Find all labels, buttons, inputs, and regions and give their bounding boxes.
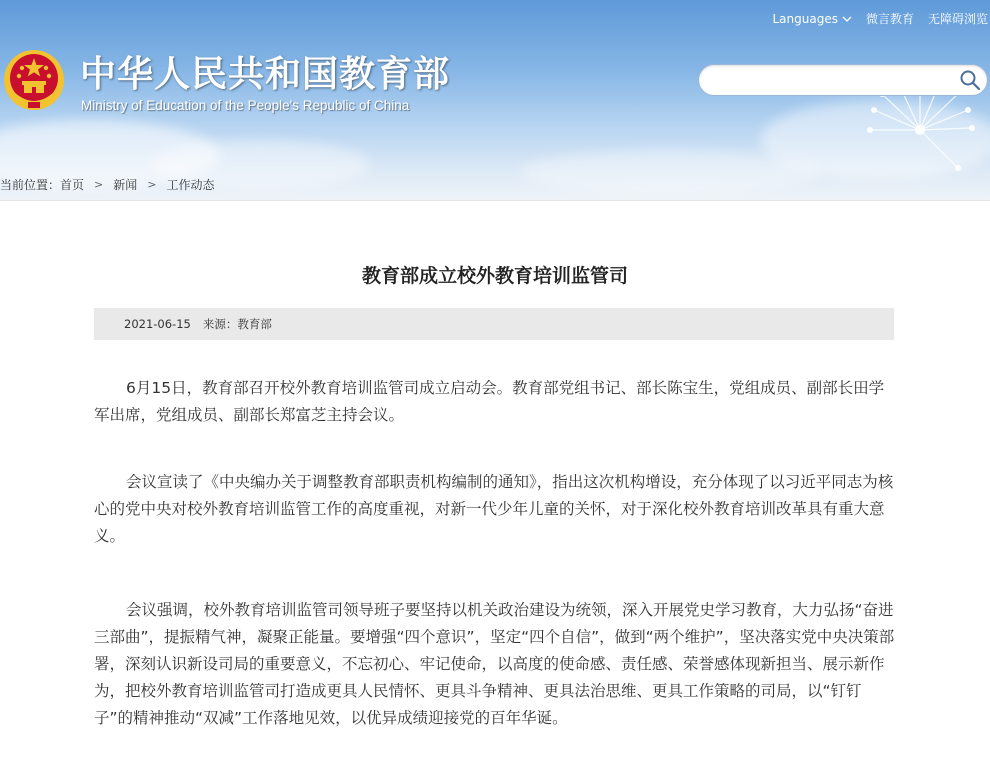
national-emblem-icon xyxy=(2,48,66,112)
languages-label: Languages xyxy=(772,11,838,26)
languages-menu[interactable] xyxy=(772,12,851,26)
breadcrumb-news[interactable]: 新闻 xyxy=(113,178,138,192)
site-subtitle: Ministry of Education of the People's Republic of China xyxy=(81,98,410,113)
article-paragraph: 6月15日，教育部召开校外教育培训监管司成立启动会。教育部党组书记、部长陈宝生，党组成员、副部长田学军出席，党组成员、副部长郑富芝主持会议。 xyxy=(94,379,885,424)
search-icon[interactable] xyxy=(959,69,981,91)
article-meta-bar xyxy=(94,308,894,340)
chevron-right-icon: > xyxy=(94,178,104,191)
breadcrumb-prefix: 当前位置： xyxy=(0,178,61,192)
breadcrumb xyxy=(0,176,215,193)
article-container xyxy=(0,200,990,775)
search-input[interactable] xyxy=(713,65,957,95)
weiyan-link[interactable]: 微言教育 xyxy=(865,12,914,26)
site-title: 中华人民共和国教育部 xyxy=(80,54,451,95)
article-title: 教育部成立校外教育培训监管司 xyxy=(361,265,628,287)
site-header xyxy=(0,0,990,200)
chevron-down-icon xyxy=(842,15,852,23)
article-source: 来源：教育部 xyxy=(202,317,272,331)
chevron-right-icon: > xyxy=(147,178,157,191)
search-box xyxy=(698,64,988,96)
article-date: 2021-06-15 xyxy=(124,317,191,331)
breadcrumb-home[interactable]: 首页 xyxy=(60,178,85,192)
accessibility-link[interactable]: 无障碍浏览 xyxy=(927,12,988,26)
article-paragraph: 会议强调，校外教育培训监管司领导班子要坚持以机关政治建设为统领，深入开展党史学习教育，大力弘扬“奋进三部曲”，提振精气神，凝聚正能量。要增强“四个意识”，坚定“四个自信”，做到“两个维护”，坚决落实党中央决策部署，深刻认识新设司局的重要意义，不忘初心、牢记使命，以高度的使命感、责任感、荣誉感体现新担当、展示新作为，把校外教育培训监管司打造成更具人民情怀、更具斗争精神、更具法治思维、更具工作策略的司局，以“钉钉子”的精神推动“双减”工作落地见效，以优异成绩迎接党的百年华诞。 xyxy=(94,601,895,727)
top-links xyxy=(772,10,988,27)
article-paragraph: 会议宣读了《中央编办关于调整教育部职责机构编制的通知》，指出这次机构增设，充分体现了以习近平同志为核心的党中央对校外教育培训监管工作的高度重视，对新一代少年儿童的关怀，对于深化校外教育培训改革具有重大意义。 xyxy=(94,473,894,545)
breadcrumb-work-news[interactable]: 工作动态 xyxy=(166,178,215,192)
